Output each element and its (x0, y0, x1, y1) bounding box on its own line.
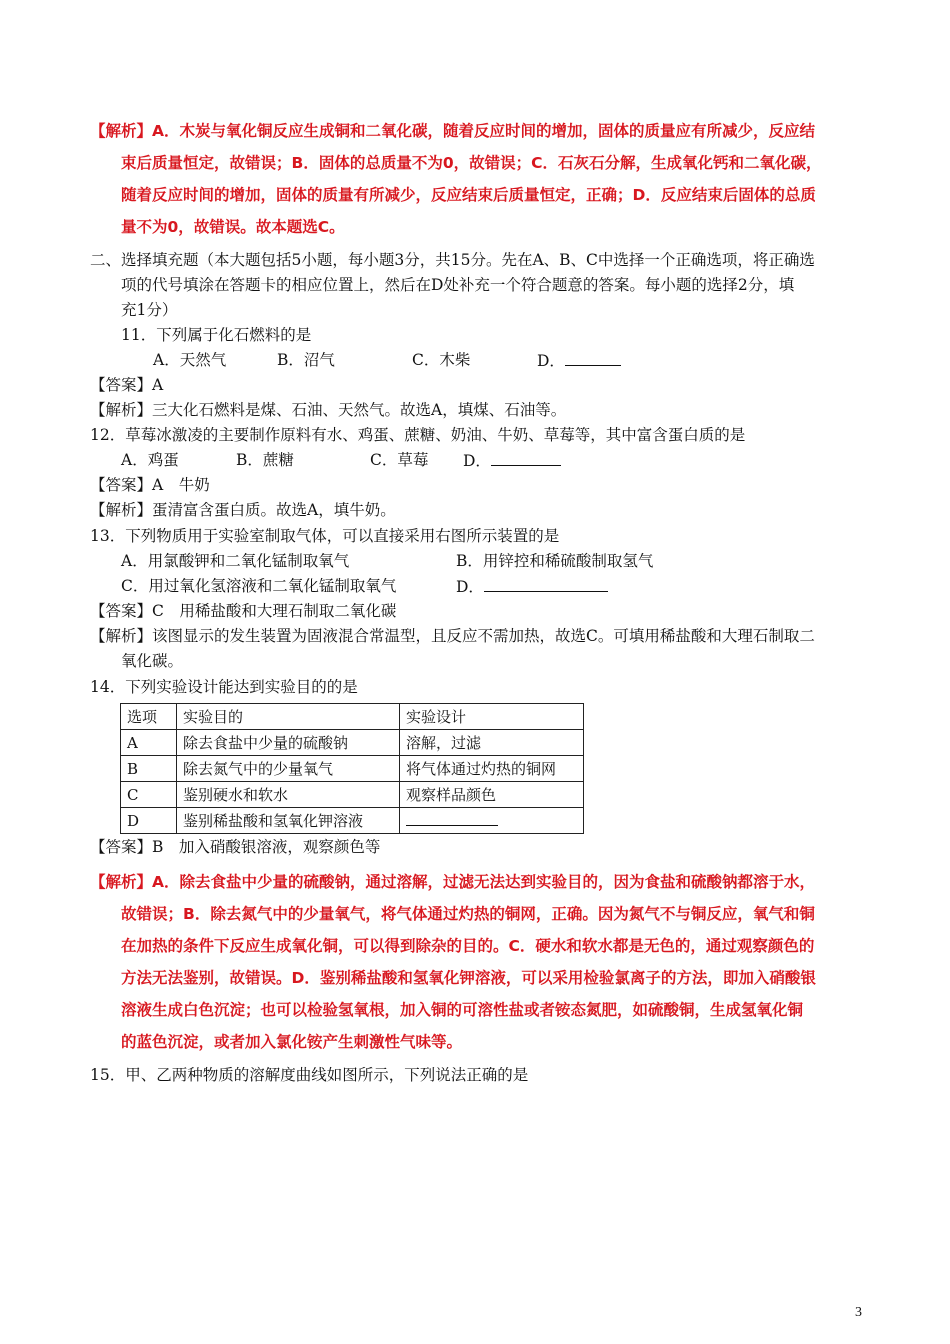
q14-cell-purpose: 除去氮气中的少量氧气 (177, 756, 400, 782)
section2-line-2: 项的代号填涂在答题卡的相应位置上，然后在D处补充一个符合题意的答案。每小题的选择2分，填 (121, 276, 795, 294)
q14-th-design: 实验设计 (400, 704, 584, 730)
q11-analysis: 【解析】三大化石燃料是煤、石油、天然气。故选A，填煤、石油等。 (90, 401, 567, 419)
q13-option-b: B．用锌控和稀硫酸制取氢气 (456, 552, 654, 570)
q13-answer: 【答案】C 用稀盐酸和大理石制取二氧化碳 (90, 602, 397, 620)
q10-analysis-line-3: 随着反应时间的增加，固体的质量有所减少，反应结束后质量恒定，正确；D．反应结束后固体的总质 (121, 186, 816, 204)
q14-cell-option: A (121, 730, 177, 756)
q14-cell-purpose: 鉴别硬水和软水 (177, 782, 400, 808)
q14-analysis-line-1: 【解析】A．除去食盐中少量的硫酸钠，通过溶解，过滤无法达到实验目的，因为食盐和硫酸钠都溶于水， (90, 873, 815, 891)
table-row (121, 730, 584, 756)
q14-blank (406, 811, 498, 826)
q14-cell-design (400, 808, 584, 834)
page-number: 3 (855, 1305, 862, 1320)
q10-analysis-line-2: 束后质量恒定，故错误；B．固体的总质量不为0，故错误；C．石灰石分解，生成氧化钙和二氧化碳， (121, 154, 822, 172)
q11-blank (565, 350, 621, 366)
q14-table (120, 703, 584, 834)
q14-th-purpose: 实验目的 (177, 704, 400, 730)
q14-question: 14．下列实验设计能达到实验目的的是 (90, 678, 358, 696)
q14-analysis-line-4: 方法无法鉴别，故错误。D．鉴别稀盐酸和氢氧化钾溶液，可以采用检验氯离子的方法，即加入硝酸银 (121, 969, 816, 987)
q15-question: 15．甲、乙两种物质的溶解度曲线如图所示，下列说法正确的是 (90, 1066, 529, 1084)
q11-option-a: A．天然气 (153, 351, 227, 369)
q11-answer: 【答案】A (90, 376, 164, 394)
q14-analysis-line-5: 溶液生成白色沉淀；也可以检验氢氧根，加入铜的可溶性盐或者铵态氮肥，如硫酸铜，生成氢氧化铜 (121, 1001, 804, 1019)
q13-option-d-label: D． (456, 578, 484, 596)
q11-option-b: B．沼气 (277, 351, 335, 369)
section2-line-1: 二、选择填充题（本大题包括5小题，每小题3分，共15分。先在A、B、C中选择一个正确选项，将正确选 (90, 251, 815, 269)
q13-option-c: C．用过氧化氢溶液和二氧化锰制取氧气 (121, 577, 397, 595)
q14-table-header-row (121, 704, 584, 730)
table-row (121, 782, 584, 808)
q12-blank (491, 450, 561, 466)
q14-analysis-line-2: 故错误；B．除去氮气中的少量氧气，将气体通过灼热的铜网，正确。因为氮气不与铜反应，氧气和铜 (121, 905, 815, 923)
q12-answer: 【答案】A 牛奶 (90, 476, 210, 494)
q13-option-a: A．用氯酸钾和二氧化锰制取氧气 (121, 552, 350, 570)
table-row (121, 808, 584, 834)
table-row (121, 756, 584, 782)
q12-question: 12．草莓冰激凌的主要制作原料有水、鸡蛋、蔗糖、奶油、牛奶、草莓等，其中富含蛋白质的是 (90, 426, 746, 444)
q11-question: 11．下列属于化石燃料的是 (121, 326, 312, 344)
q12-option-d (463, 450, 561, 471)
q14-analysis-line-6: 的蓝色沉淀，或者加入氯化铵产生刺激性气味等。 (121, 1033, 463, 1051)
q14-answer: 【答案】B 加入硝酸银溶液，观察颜色等 (90, 838, 381, 856)
q14-cell-design: 溶解，过滤 (400, 730, 584, 756)
q10-analysis-line-1: 【解析】A．木炭与氧化铜反应生成铜和二氧化碳，随着反应时间的增加，固体的质量应有所减少，反应结 (90, 122, 815, 140)
q14-cell-purpose: 除去食盐中少量的硫酸钠 (177, 730, 400, 756)
q12-option-a: A．鸡蛋 (121, 451, 179, 469)
q14-cell-design: 将气体通过灼热的铜网 (400, 756, 584, 782)
q12-option-d-label: D． (463, 452, 491, 470)
q13-analysis-line-1: 【解析】该图显示的发生装置为固液混合常温型，且反应不需加热，故选C。可填用稀盐酸和大理石制取二 (90, 627, 815, 645)
q10-analysis-line-4: 量不为0，故错误。故本题选C。 (121, 218, 345, 236)
q14-cell-option: D (121, 808, 177, 834)
q14-analysis-line-3: 在加热的条件下反应生成氧化铜，可以得到除杂的目的。C．硬水和软水都是无色的，通过观察颜色的 (121, 937, 815, 955)
q14-cell-purpose: 鉴别稀盐酸和氢氧化钾溶液 (177, 808, 400, 834)
q13-blank (484, 576, 608, 592)
q14-cell-design: 观察样品颜色 (400, 782, 584, 808)
q11-option-d-label: D． (537, 352, 565, 370)
q13-question: 13．下列物质用于实验室制取气体，可以直接采用右图所示装置的是 (90, 527, 560, 545)
q12-option-b: B．蔗糖 (236, 451, 294, 469)
q11-option-c: C．木柴 (412, 351, 471, 369)
q14-th-option: 选项 (121, 704, 177, 730)
section2-line-3: 充1分） (121, 301, 178, 319)
q11-option-d (537, 350, 621, 371)
q14-cell-option: B (121, 756, 177, 782)
q14-cell-option: C (121, 782, 177, 808)
q13-option-d (456, 576, 608, 597)
q12-option-c: C．草莓 (370, 451, 429, 469)
q12-analysis: 【解析】蛋清富含蛋白质。故选A，填牛奶。 (90, 501, 396, 519)
q13-analysis-line-2: 氧化碳。 (121, 652, 184, 670)
